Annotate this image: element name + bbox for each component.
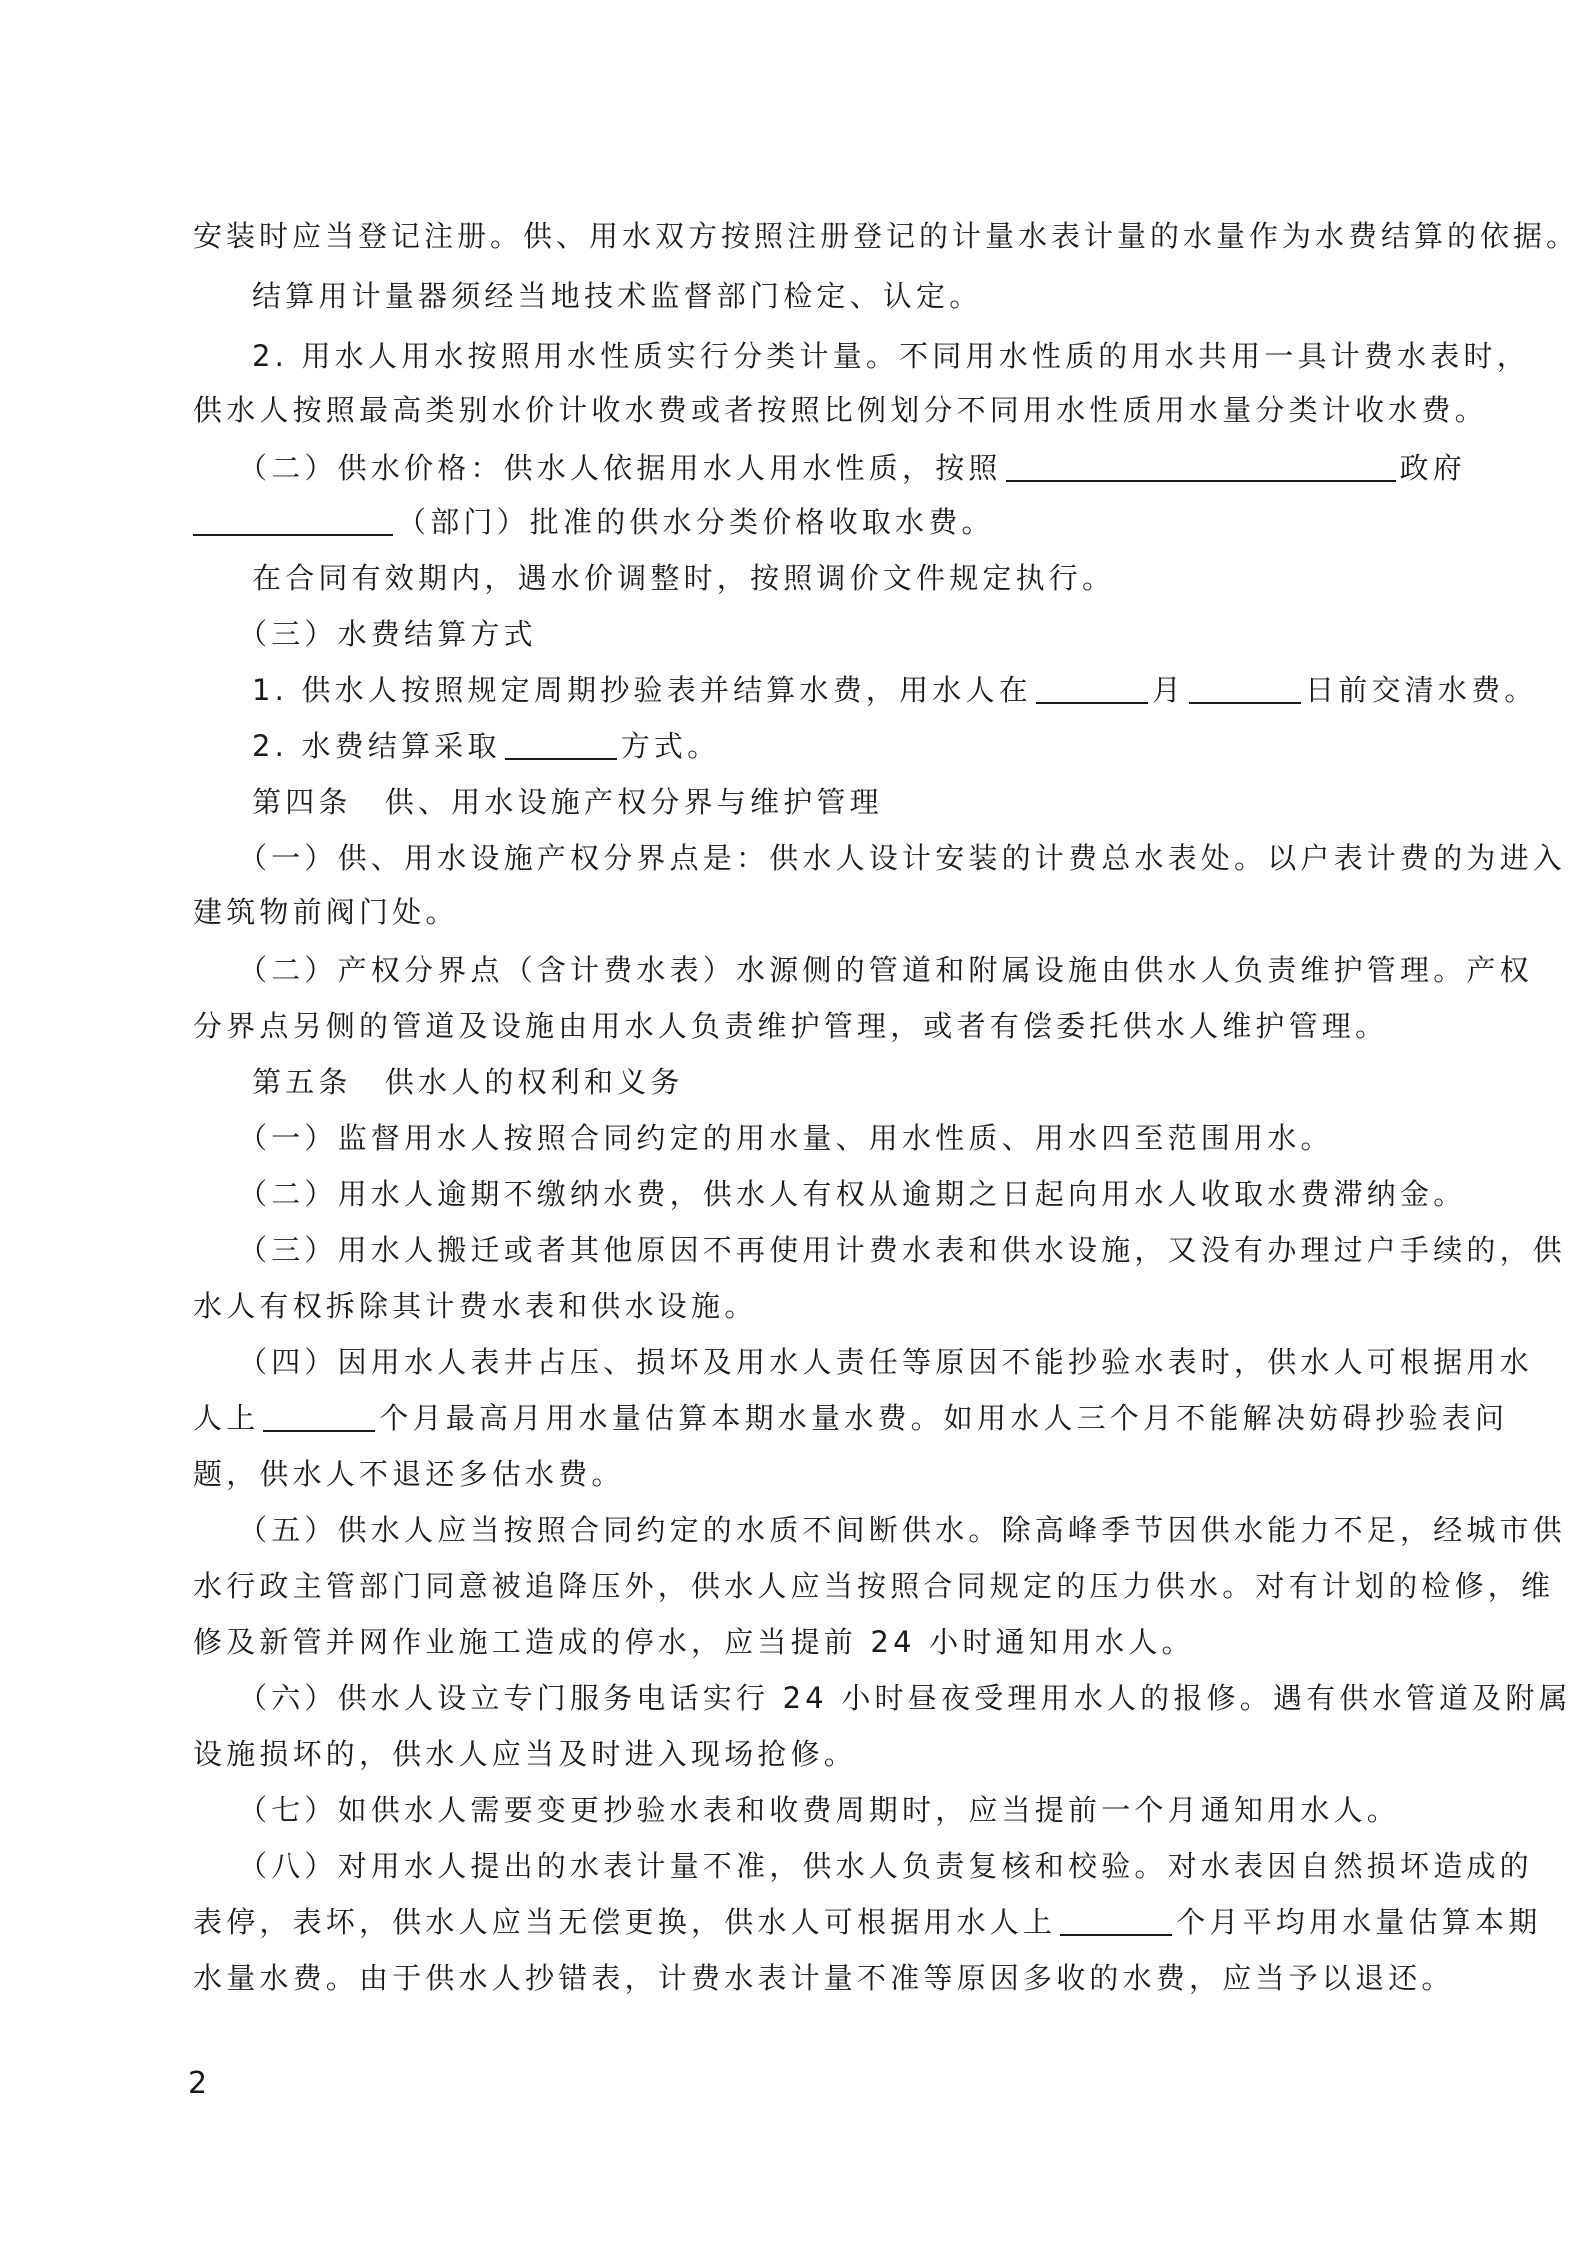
text-line: 水行政主管部门同意被追降压外，供水人应当按照合同规定的压力供水。对有计划的检修，维 <box>193 1569 1555 1603</box>
fill-in-blank[interactable] <box>1006 450 1396 482</box>
text-line: 水量水费。由于供水人抄错表，计费水表计量不准等原因多收的水费，应当予以退还。 <box>193 1961 1455 1995</box>
fill-in-blank[interactable] <box>193 504 393 536</box>
fill-in-blank[interactable] <box>505 728 617 760</box>
text-line: 人上 个月最高月用水量估算本期水量水费。如用水人三个月不能解决妨碍抄验表问 <box>193 1401 1509 1435</box>
text-line: 修及新管并网作业施工造成的停水，应当提前 24 小时通知用水人。 <box>193 1625 1195 1659</box>
text-line: 安装时应当登记注册。供、用水双方按照注册登记的计量水表计量的水量作为水费结算的依据。 <box>193 219 1580 253</box>
text-line: （五）供水人应当按照合同约定的水质不间断供水。除高峰季节因供水能力不足，经城市供 <box>238 1513 1567 1547</box>
fill-in-blank[interactable] <box>263 1400 375 1432</box>
text-line: （二）供水价格：供水人依据用水人用水性质，按照 政府 <box>238 451 1467 485</box>
text-line: 供水人按照最高类别水价计收水费或者按照比例划分不同用水性质用水量分类计收水费。 <box>193 393 1488 427</box>
text-line: （六）供水人设立专门服务电话实行 24 小时昼夜受理用水人的报修。遇有供水管道及附属 <box>238 1681 1572 1715</box>
text-line: 结算用计量器须经当地技术监督部门检定、认定。 <box>252 279 983 313</box>
text-line: 分界点另侧的管道及设施由用水人负责维护管理，或者有偿委托供水人维护管理。 <box>193 1009 1389 1043</box>
text-line: （八）对用水人提出的水表计量不准，供水人负责复核和校验。对水表因自然损坏造成的 <box>238 1849 1533 1883</box>
section-heading: 第四条 供、用水设施产权分界与维护管理 <box>252 785 883 819</box>
text-line: 设施损坏的，供水人应当及时进入现场抢修。 <box>193 1737 858 1771</box>
text-line: 2. 水费结算采取 方式。 <box>252 729 721 763</box>
text-line: （四）因用水人表井占压、损坏及用水人责任等原因不能抄验水表时，供水人可根据用水 <box>238 1345 1533 1379</box>
fill-in-blank[interactable] <box>1036 672 1148 704</box>
text-line: （七）如供水人需要变更抄验水表和收费周期时，应当提前一个月通知用水人。 <box>238 1793 1401 1827</box>
text-line: （部门）批准的供水分类价格收取水费。 <box>193 502 995 542</box>
text-line: （一）监督用水人按照合同约定的用水量、用水性质、用水四至范围用水。 <box>238 1121 1334 1155</box>
fill-in-blank[interactable] <box>1189 672 1301 704</box>
text-line: （一）供、用水设施产权分界点是：供水人设计安装的计费总水表处。以户表计费的为进入 <box>238 841 1567 875</box>
page-number: 2 <box>188 2066 208 2101</box>
fill-in-blank[interactable] <box>1060 1904 1172 1936</box>
text-line: 1. 供水人按照规定周期抄验表并结算水费，用水人在 月 日前交清水费。 <box>252 673 1538 707</box>
text-line: 表停，表坏，供水人应当无偿更换，供水人可根据用水人上 个月平均用水量估算本期 <box>193 1905 1542 1939</box>
text-line: 建筑物前阀门处。 <box>193 895 459 929</box>
section-heading: 第五条 供水人的权利和义务 <box>252 1065 684 1099</box>
text-line: 2. 用水人用水按照用水性质实行分类计量。不同用水性质的用水共用一具计费水表时， <box>252 339 1530 373</box>
text-line: （二）用水人逾期不缴纳水费，供水人有权从逾期之日起向用水人收取水费滞纳金。 <box>238 1177 1467 1211</box>
text-line: （三）水费结算方式 <box>238 617 537 651</box>
text-line: 水人有权拆除其计费水表和供水设施。 <box>193 1289 758 1323</box>
text-line: （三）用水人搬迁或者其他原因不再使用计费水表和供水设施，又没有办理过户手续的，供 <box>238 1233 1567 1267</box>
text-line: （二）产权分界点（含计费水表）水源侧的管道和附属设施由供水人负责维护管理。产权 <box>238 953 1533 987</box>
text-line: 在合同有效期内，遇水价调整时，按照调价文件规定执行。 <box>252 561 1116 595</box>
text-line: 题，供水人不退还多估水费。 <box>193 1457 625 1491</box>
